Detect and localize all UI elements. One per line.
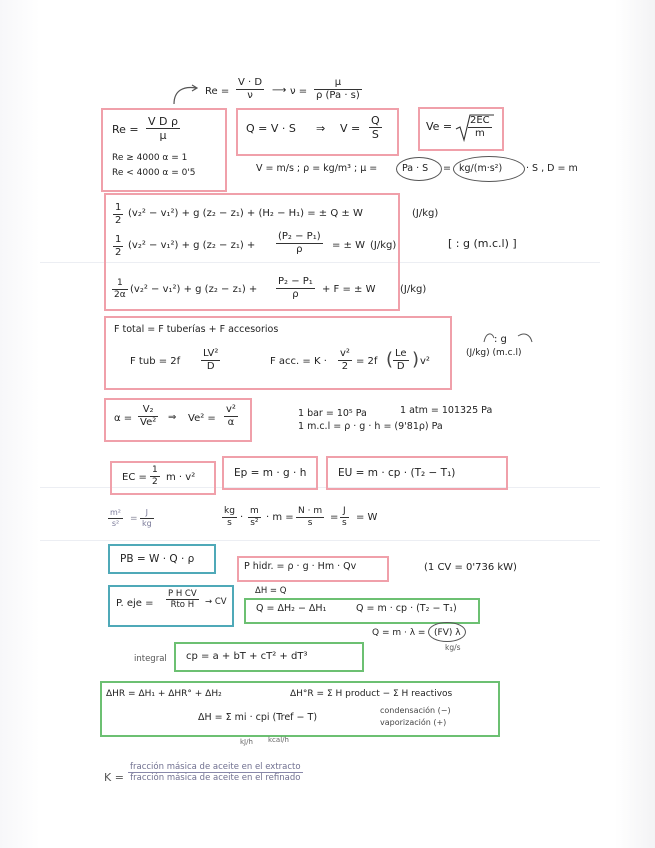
- reynolds-lhs: Re =: [112, 123, 139, 136]
- dim-fraction: $\frac{\text{m²}}{\text{s²}}$: [110, 508, 121, 528]
- eu-eq: EU = m · cp · (T₂ − T₁): [338, 467, 456, 479]
- enthalpy-hr0: ΔH°R = Σ H product − Σ H reactivos: [290, 689, 453, 699]
- phidr-eq: P hidr. = ρ · g · Hm · Qv: [244, 561, 357, 572]
- k-lhs: K =: [104, 771, 124, 784]
- heat-q2: Q = m · cp · (T₂ − T₁): [356, 603, 457, 614]
- peje-unit: → CV: [205, 597, 227, 607]
- mcl-conversion: 1 m.c.l = ρ · g · h = (9'81ρ) Pa: [298, 421, 443, 432]
- units-jkg: (J/kg): [412, 208, 439, 219]
- units-rest: · S , D = m: [526, 163, 578, 174]
- bar-conversion: 1 bar = 10⁵ Pa: [298, 408, 367, 419]
- nu-def-fraction: $\frac{\mu}{\rho (Pa \cdot s)}$: [316, 77, 360, 101]
- pressure-fraction: $\frac{\text{P₂ − P₁}}{\rho}$: [278, 276, 313, 300]
- friction-total: F total = F tuberías + F accesorios: [114, 324, 279, 335]
- ec-lhs: EC =: [122, 472, 147, 483]
- dim-fraction: $\frac{N \cdot m}{s}$: [298, 506, 323, 528]
- friction-tub: F tub = 2f: [130, 356, 181, 367]
- heat-kgs: kg/s: [445, 643, 461, 652]
- bernoulli-line-2-rhs: = ± W: [332, 240, 366, 251]
- le-fraction: $\frac{Le}{D}$: [395, 348, 407, 372]
- alpha-fraction: $\frac{\text{V₂}}{\text{Ve²}}$: [140, 404, 157, 428]
- re-def-label: Re =: [205, 86, 230, 97]
- curved-arrow-icon: [480, 330, 536, 344]
- reynolds-condition-turbulent: Re ≥ 4000 α = 1: [112, 153, 188, 163]
- peje-fraction: P H CV Rto H: [168, 589, 197, 611]
- dim-fraction: $\frac{J}{kg}$: [142, 508, 152, 528]
- flow-eq: Q = V · S: [246, 122, 296, 135]
- dim-fraction: $\frac{J}{s}$: [342, 506, 347, 528]
- side-note-g: : g: [494, 334, 507, 345]
- dim-fraction: $\frac{kg}{s}$: [224, 506, 235, 528]
- bernoulli-line-3: (v₂² − v₁²) + g (z₂ − z₁) +: [130, 284, 258, 295]
- half-fraction: $\frac{1}{2}$: [152, 465, 158, 487]
- integral-note: integral: [134, 654, 167, 664]
- dim-dot: ·: [240, 512, 244, 523]
- pb-eq: PB = W · Q · ρ: [120, 553, 195, 565]
- half-fraction: $\frac{1}{2}$: [115, 202, 122, 226]
- ve-lhs: Ve =: [426, 120, 453, 133]
- heat-above: ΔH = Q: [255, 586, 287, 596]
- re-def-fraction: $\frac{V \cdot D}{\nu}$: [238, 77, 263, 101]
- units-pas: Pa · S: [402, 163, 429, 174]
- paren-open: (: [386, 349, 394, 370]
- ec-rhs: m · v²: [166, 472, 196, 483]
- ve-fraction: $\frac{2EC}{m}$: [470, 115, 490, 139]
- units-equals: =: [443, 163, 451, 174]
- implies-symbol: ⇒: [316, 122, 326, 135]
- dim-equals: =: [330, 512, 339, 523]
- side-note-mcl: [ : g (m.c.l) ]: [448, 237, 517, 250]
- cv-conversion: (1 CV = 0'736 kW): [424, 562, 517, 573]
- bernoulli-line-2: (v₂² − v₁²) + g (z₂ − z₁) +: [128, 240, 256, 251]
- bernoulli-line-3-rhs: + F = ± W: [322, 284, 376, 295]
- unit-kcalh: kcal/h: [268, 736, 289, 744]
- dim-end: = W: [356, 512, 378, 523]
- facc-fraction: $\frac{\text{v²}}{2}$: [340, 348, 350, 372]
- pressure-fraction: $\frac{\text{(P₂ − P₁)}}{\rho}$: [278, 231, 321, 255]
- ftub-fraction: $\frac{\text{LV²}}{D}$: [203, 348, 219, 372]
- peje-lhs: P. eje =: [116, 598, 154, 609]
- enthalpy-hr: ΔHR = ΔH₁ + ΔHR° + ΔH₂: [106, 689, 222, 699]
- nu-def-label: ν =: [290, 86, 308, 97]
- ve-squared-fraction: $\frac{\text{v²}}{\alpha}$: [226, 404, 236, 428]
- friction-acc-end: v²: [420, 356, 430, 367]
- implies-symbol: ⇒: [168, 412, 177, 423]
- arrow: ⟶: [272, 85, 287, 96]
- dim-fraction: $\frac{m}{\text{s²}}$: [250, 506, 259, 528]
- heat-q1: Q = ΔH₂ − ΔH₁: [256, 603, 327, 614]
- units-kg: kg/(m·s²): [459, 163, 503, 174]
- enthalpy-dh: ΔH = Σ mi · cpi (Tref − T): [198, 712, 318, 723]
- bernoulli-line-1: (v₂² − v₁²) + g (z₂ − z₁) + (H₂ − H₁) = ± Q ± W: [128, 208, 363, 219]
- atm-conversion: 1 atm = 101325 Pa: [400, 405, 493, 416]
- ruled-line: [40, 540, 600, 541]
- unit-kjh: kJ/h: [240, 738, 253, 746]
- ep-eq: Ep = m · g · h: [234, 467, 307, 479]
- half-fraction: $\frac{1}{2}$: [115, 234, 122, 258]
- heat-lambda: Q = m · λ =: [372, 628, 426, 638]
- units-jkg: (J/kg): [370, 240, 397, 251]
- reynolds-fraction: $\frac{\text{V D ρ}}{\mu}$: [148, 115, 178, 143]
- paren-close: ): [412, 349, 420, 370]
- dim-m: · m =: [266, 512, 294, 523]
- units-jkg: (J/kg): [400, 284, 427, 295]
- cp-eq: cp = a + bT + cT² + dT³: [186, 651, 308, 662]
- condensacion-note: condensación (−): [380, 706, 451, 715]
- heat-fv: (FV) λ: [434, 628, 461, 638]
- alpha-fraction: $\frac{1}{2\alpha}$: [114, 278, 126, 300]
- ve-squared-lhs: Ve² =: [188, 413, 216, 424]
- k-fraction: fracción másica de aceite en el extracto fracción másica de aceite en el refinado: [130, 762, 301, 784]
- units-line: V = m/s ; ρ = kg/m³ ; μ =: [256, 163, 378, 174]
- reynolds-condition-laminar: Re < 4000 α = 0'5: [112, 168, 196, 178]
- vaporizacion-note: vaporización (+): [380, 718, 447, 727]
- friction-acc: F acc. = K ·: [270, 356, 327, 367]
- velocity-fraction: $\frac{Q}{S}$: [371, 114, 380, 142]
- friction-acc-eq: = 2f: [356, 356, 378, 367]
- dim-equals: =: [130, 514, 138, 524]
- curved-arrow-icon: [170, 82, 200, 106]
- alpha-lhs: α =: [114, 413, 133, 424]
- velocity-lhs: V =: [340, 122, 361, 135]
- side-note-units: (J/kg) (m.c.l): [466, 348, 522, 358]
